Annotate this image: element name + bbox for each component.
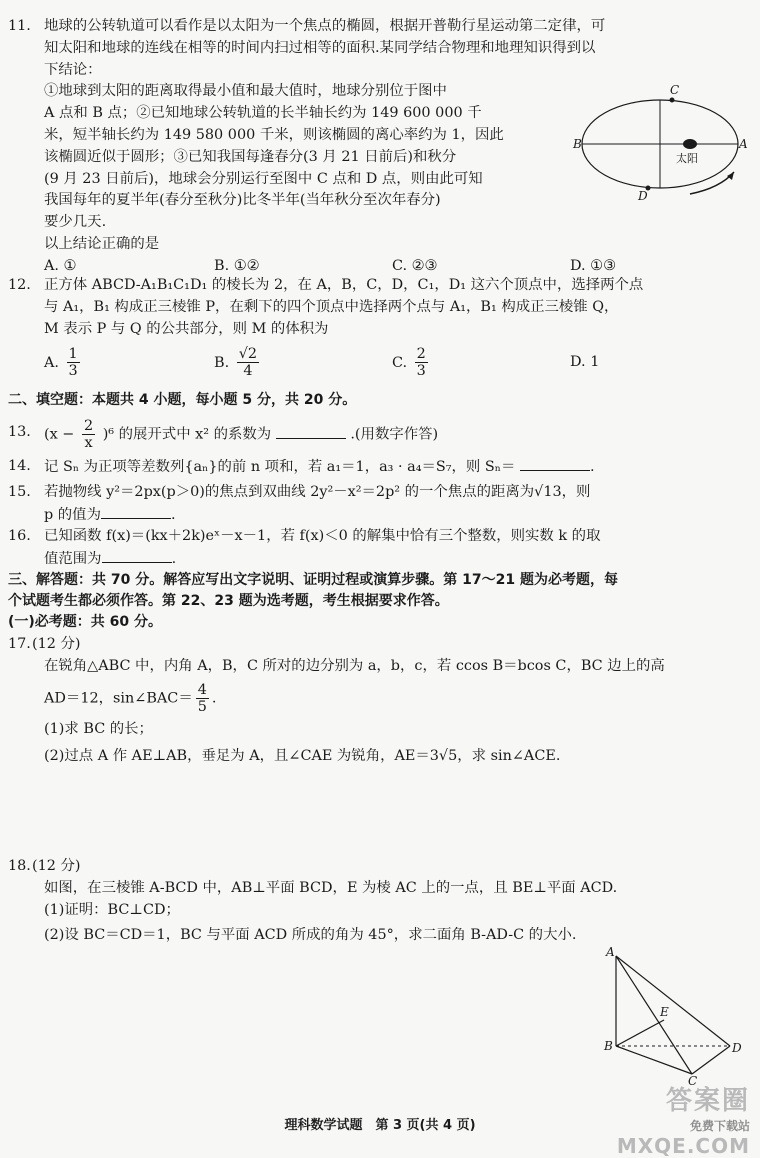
question-14 (8, 456, 746, 479)
text-tail: . (211, 690, 217, 707)
sub-question-1: (1)证明：BC⊥CD； (44, 901, 180, 918)
fraction (196, 682, 209, 715)
text-line: AD＝12，sin∠BAC＝ (44, 690, 193, 707)
option-a[interactable] (44, 346, 214, 379)
numerator: 4 (197, 681, 207, 698)
option-c[interactable] (392, 346, 570, 379)
numerator: 1 (68, 346, 78, 363)
label-d: D (732, 1041, 742, 1055)
option-label: D. (570, 353, 586, 370)
text-line: p 的值为 (44, 506, 101, 523)
question-14-text (44, 456, 746, 479)
denominator: 5 (197, 698, 207, 715)
expression-part: (x − (44, 426, 75, 443)
text-line: 值范围为 (44, 550, 102, 567)
text-line: 个试题考生都必须作答。第 22、23 题为选考题，考生根据要求作答。 (8, 593, 449, 609)
question-number: 16. (8, 528, 31, 544)
question-number: 11. (8, 18, 31, 34)
text-line: 地球的公转轨道可以看作是以太阳为一个焦点的椭圆，根据开普勒行星运动第二定律，可 (44, 18, 606, 34)
question-12-text (44, 275, 746, 340)
edge-cd (692, 1046, 730, 1074)
question-number: 14. (8, 458, 31, 474)
option-b[interactable]: B. ①② (214, 257, 260, 274)
question-12 (8, 275, 746, 379)
section-2-heading: 二、填空题：本题共 4 小题，每小题 5 分，共 20 分。 (8, 392, 357, 408)
question-18-text (44, 878, 746, 947)
question-number: 13. (8, 424, 31, 440)
text-line: 如图，在三棱锥 A-BCD 中，AB⊥平面 BCD，E 为棱 AC 上的一点，且 BE⊥平面 ACD. (44, 879, 618, 896)
text-line: 要少几天. (44, 214, 107, 231)
text-line: 下结论： (44, 61, 102, 78)
text-line: 已知函数 f(x)＝(kx＋2k)eˣ－x－1，若 f(x)＜0 的解集中恰有三个整数，则实数 k 的取 (44, 528, 601, 544)
option-text: 1 (590, 353, 600, 370)
question-number: 15. (8, 484, 31, 500)
question-16 (8, 526, 746, 571)
option-label: C. (392, 354, 408, 371)
orbit-figure (572, 84, 752, 204)
question-18-score: (12 分) (32, 858, 81, 874)
fraction (67, 346, 80, 379)
text-line: 该椭圆近似于圆形；③已知我国每逢春分(3 月 21 日前后)和秋分 (44, 148, 457, 165)
question-17 (8, 634, 746, 768)
answer-blank[interactable] (520, 456, 590, 471)
text-line: 米，短半轴长约为 149 580 000 千米，则该椭圆的离心率约为 1，因此 (44, 126, 504, 143)
text-line: 若抛物线 y²＝2px(p＞0)的焦点到双曲线 2y²－x²＝2p² 的一个焦点的距离为√13，则 (44, 484, 591, 500)
subsection-heading: (一)必考题：共 60 分。 (8, 614, 163, 630)
text-line: 知太阳和地球的连线在相等的时间内扫过相等的面积.某同学结合物理和地理知识得到以 (44, 39, 596, 56)
label-e: E (660, 1005, 669, 1019)
text-line: (9 月 23 日前后)，地球会分别运行至图中 C 点和 D 点，则由此可知 (44, 170, 483, 187)
edge-ac (616, 956, 692, 1074)
edge-bc (616, 1046, 692, 1074)
expression-part: )⁶ 的展开式中 x² 的系数为 (102, 426, 272, 443)
text-line: 记 Sₙ 为正项等差数列{aₙ}的前 n 项和，若 a₁＝1，a₃ · a₄＝S₇，则 Sₙ＝ (44, 459, 516, 475)
question-17-score: (12 分) (32, 636, 81, 652)
answer-blank[interactable] (102, 548, 172, 563)
label-d: D (638, 189, 648, 203)
option-d[interactable] (570, 352, 599, 374)
question-17-text (44, 656, 746, 768)
text-line: 正方体 ABCD-A₁B₁C₁D₁ 的棱长为 2，在 A，B，C，D，C₁，D₁ 这六个顶点中，选择两个点 (44, 277, 644, 293)
option-label: A. (44, 354, 59, 371)
watermark-logo: 答案圈 (665, 1086, 750, 1116)
watermark-site: MXQE.COM (616, 1134, 750, 1158)
text-tail: . (171, 550, 177, 567)
text-tail: . (589, 459, 595, 475)
text-line: A 点和 B 点；②已知地球公转轨道的长半轴长约为 149 600 000 千 (44, 105, 482, 122)
question-15-text (44, 482, 746, 527)
text-tail: .(用数字作答) (350, 426, 439, 443)
segment-be (616, 1020, 664, 1046)
option-b[interactable] (214, 346, 392, 379)
label-c: C (688, 1074, 698, 1086)
label-b: B (573, 137, 582, 151)
question-16-text (44, 526, 746, 571)
point-c (670, 98, 675, 103)
option-d[interactable]: D. ①③ (570, 257, 616, 274)
text-tail: . (170, 506, 176, 523)
numerator: 2 (416, 346, 426, 363)
question-number: 12. (8, 277, 31, 293)
answer-blank[interactable] (276, 424, 346, 439)
arrowhead-icon (727, 172, 734, 180)
denominator: 3 (416, 363, 426, 380)
text-line: ①地球到太阳的距离取得最小值和最大值时，地球分别位于图中 (44, 83, 447, 100)
label-a: A (606, 946, 615, 959)
question-18 (8, 856, 746, 947)
sub-question-2: (2)设 BC＝CD＝1，BC 与平面 ACD 所成的角为 45°，求二面角 B-AD-C 的大小. (44, 927, 577, 944)
question-15 (8, 482, 746, 527)
fraction (237, 346, 259, 379)
section-3-heading (8, 570, 746, 633)
question-13-text (44, 418, 746, 451)
denominator: 4 (243, 363, 253, 380)
text-line: 以上结论正确的是 (44, 235, 160, 252)
question-number: 18. (8, 858, 31, 874)
text-line: 在锐角△ABC 中，内角 A，B，C 所对的边分别为 a，b，c，若 ccos B＝bcos C，BC 边上的高 (44, 657, 665, 674)
label-a: A (739, 137, 748, 151)
question-13 (8, 418, 746, 451)
watermark-caption: 免费下载站 (689, 1119, 750, 1133)
sub-question-2: (2)过点 A 作 AE⊥AB，垂足为 A，且∠CAE 为锐角，AE＝3√5，求 sin∠ACE. (44, 748, 561, 765)
numerator: √2 (238, 346, 258, 363)
option-c[interactable]: C. ②③ (392, 257, 438, 274)
tetrahedron-figure (596, 946, 746, 1086)
text-line: 我国每年的夏半年(春分至秋分)比冬半年(当年秋分至次年春分) (44, 192, 441, 209)
page-footer: 理科数学试题 第 3 页(共 4 页) (284, 1118, 476, 1133)
text-line: M 表示 P 与 Q 的公共部分，则 M 的体积为 (44, 320, 329, 337)
fraction (415, 346, 428, 379)
edge-ad (616, 956, 730, 1046)
denominator: 3 (68, 363, 78, 380)
sun-dot (683, 139, 697, 149)
answer-blank[interactable] (101, 504, 171, 519)
answer-options (44, 346, 746, 379)
option-label: B. (214, 354, 230, 371)
question-number: 17. (8, 636, 31, 652)
option-a[interactable]: A. ① (44, 257, 77, 274)
text-line: 与 A₁，B₁ 构成正三棱锥 P，在剩下的四个顶点中选择两个点与 A₁，B₁ 构成正三棱锥 Q， (44, 298, 619, 315)
sun-label: 太阳 (676, 152, 698, 165)
numerator: 2 (83, 418, 94, 434)
text-line: 三、解答题：共 70 分。解答应写出文字说明、证明过程或演算步骤。第 17～21 题为必考题，每 (8, 572, 618, 588)
sub-question-1: (1)求 BC 的长； (44, 720, 153, 737)
label-c: C (670, 84, 680, 97)
label-b: B (604, 1039, 613, 1053)
denominator: x (84, 435, 93, 451)
fraction (82, 418, 95, 451)
